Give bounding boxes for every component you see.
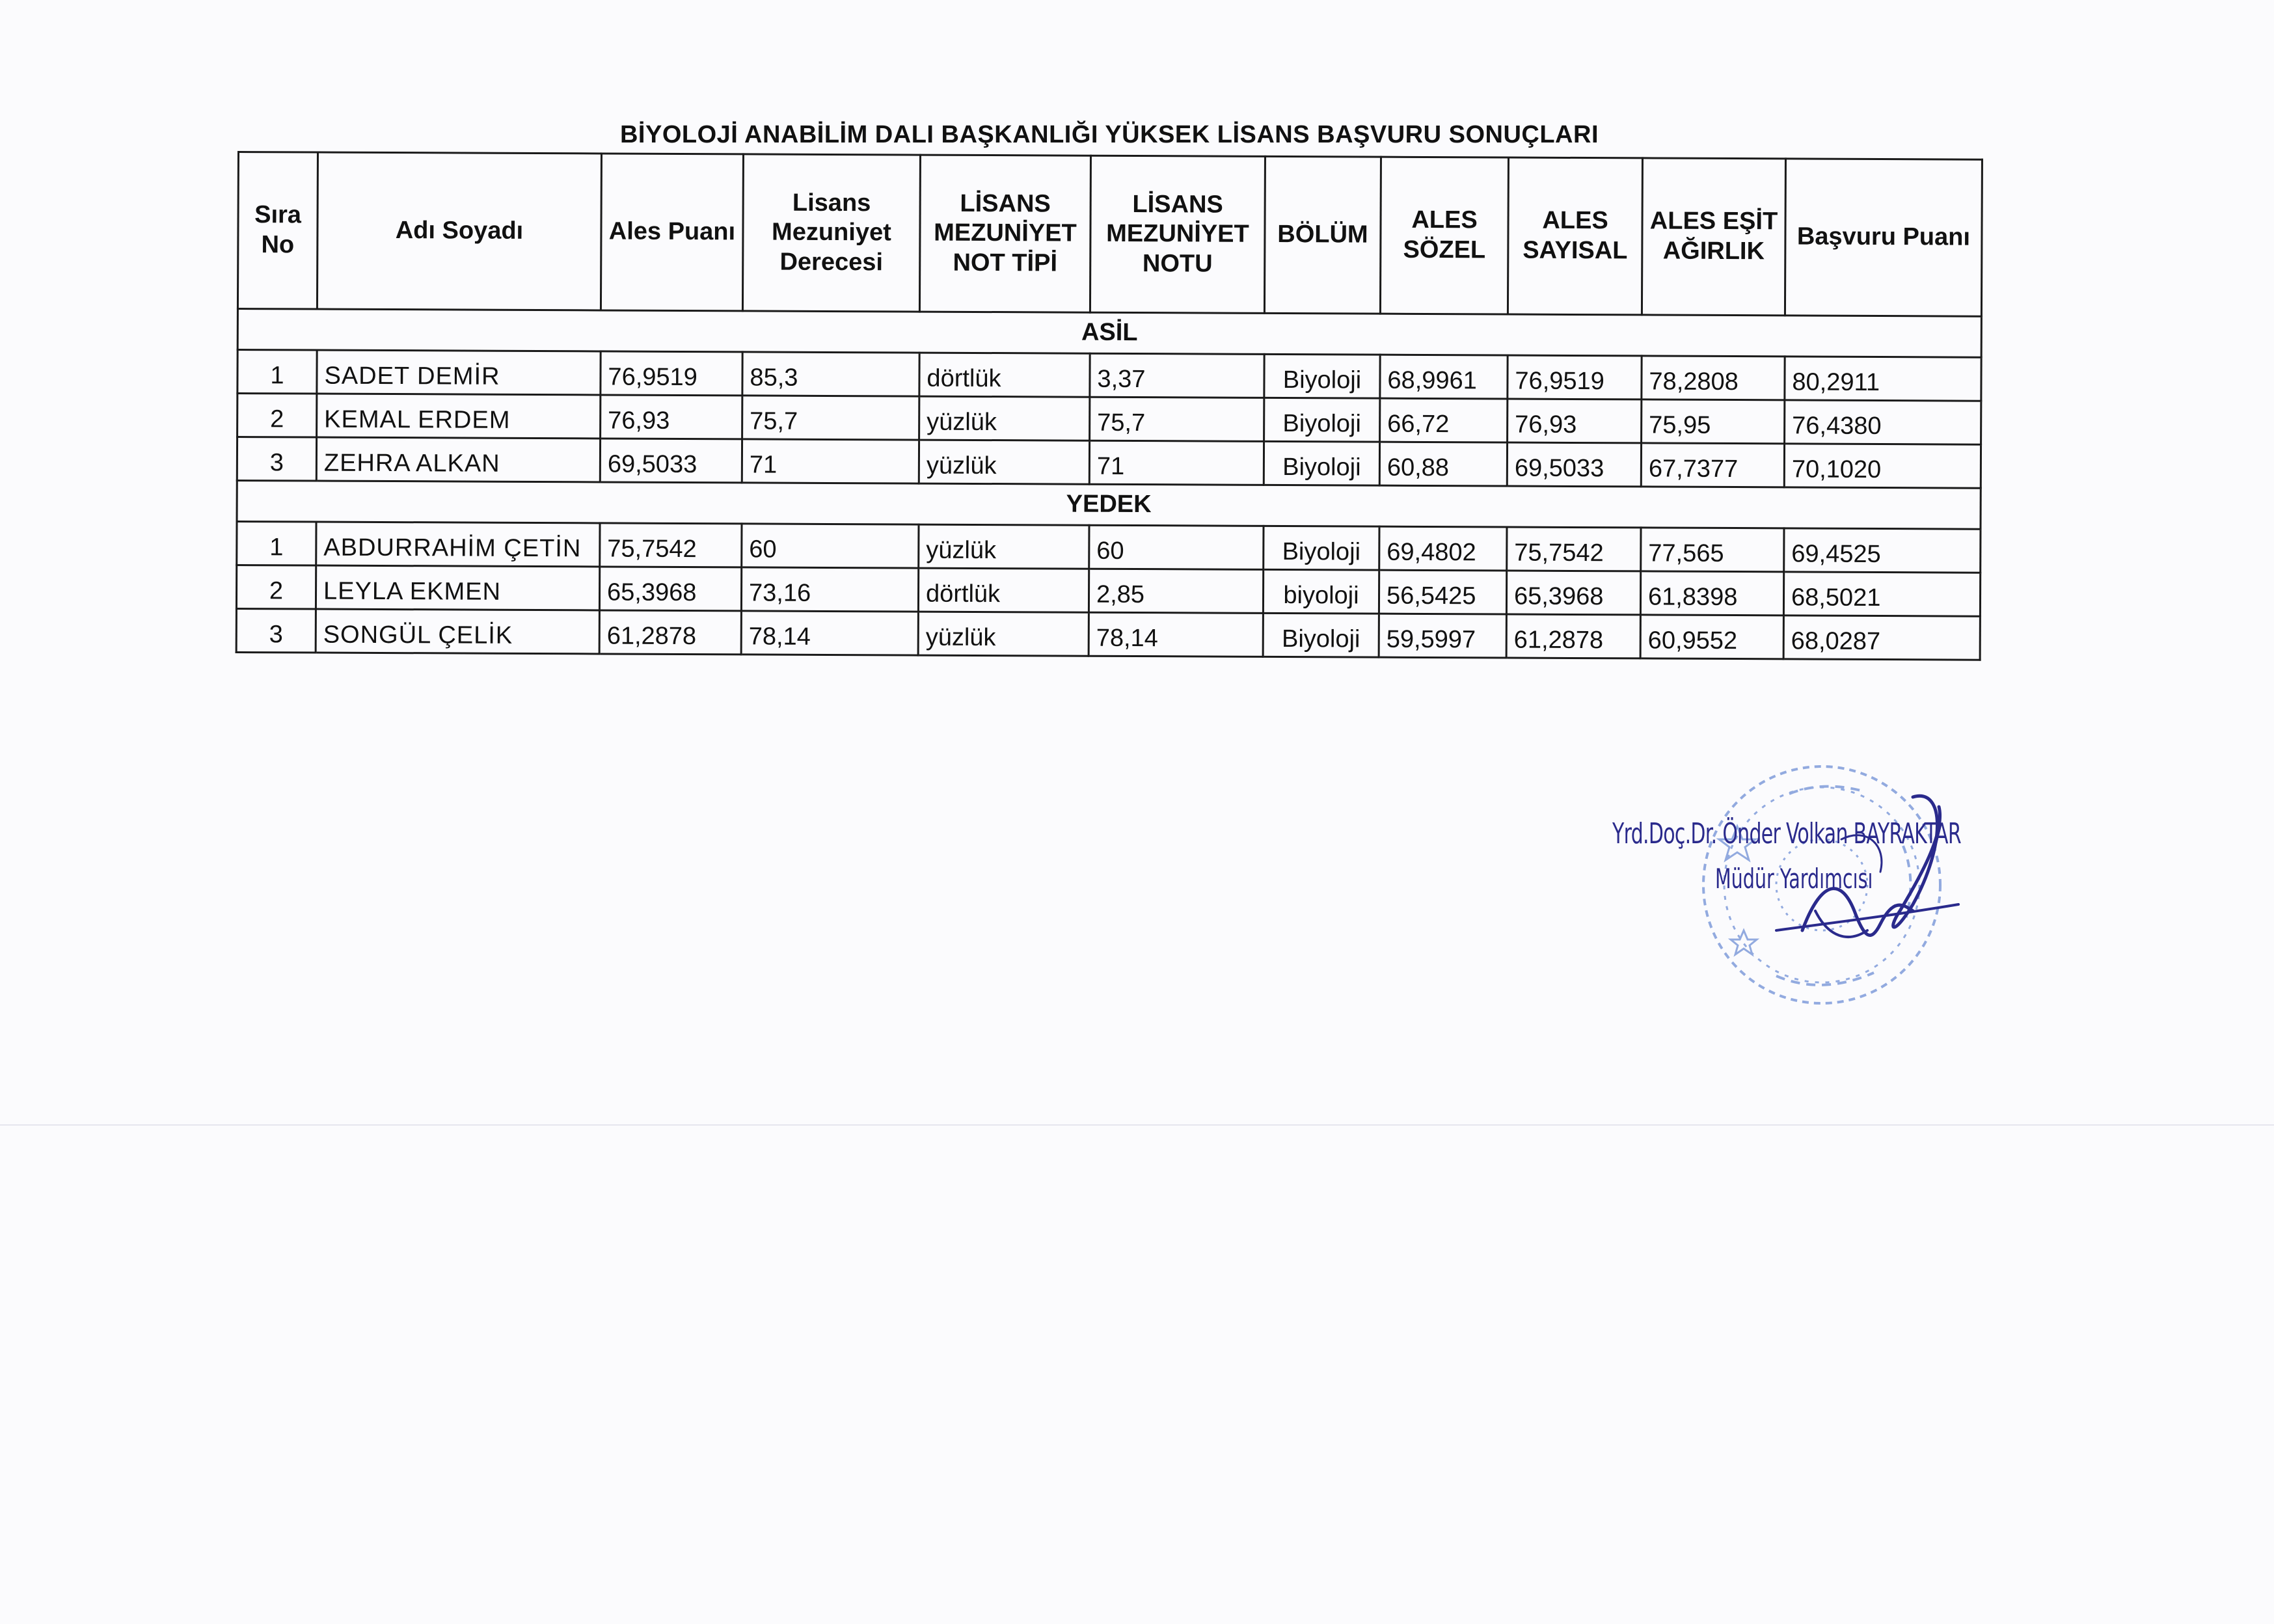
table-row	[237, 350, 1981, 401]
table-row	[236, 565, 1980, 617]
cell-adi-soyadi: SADET DEMİR	[317, 350, 601, 395]
cell-ales-puani: 61,2878	[599, 610, 741, 655]
cell-basvuru-puani: 80,2911	[1785, 357, 1981, 401]
header-ales-sozel: ALES SÖZEL	[1380, 157, 1508, 314]
page-fold-line	[0, 1124, 2274, 1126]
cell-not-tipi: dörtlük	[918, 568, 1089, 612]
cell-sira: 2	[237, 394, 317, 438]
table-row	[237, 394, 1981, 445]
cell-notu: 60	[1089, 525, 1264, 569]
cell-ales-esit-agirlik: 77,565	[1641, 528, 1784, 572]
signatory-name: Yrd.Doç.Dr. Önder Volkan BAYRAKTAR	[1612, 817, 1961, 850]
cell-basvuru-puani: 70,1020	[1784, 444, 1981, 488]
cell-notu: 2,85	[1089, 569, 1263, 613]
cell-bolum: biyoloji	[1263, 569, 1379, 614]
cell-sira: 1	[237, 522, 316, 566]
cell-bolum: Biyoloji	[1263, 613, 1379, 657]
cell-ales-esit-agirlik: 60,9552	[1640, 615, 1783, 659]
cell-derece: 78,14	[741, 611, 918, 655]
cell-derece: 71	[742, 439, 919, 483]
cell-ales-sayisal: 75,7542	[1507, 527, 1641, 571]
header-ales-esit-agirlik: ALES EŞİT AĞIRLIK	[1642, 158, 1785, 316]
cell-ales-sozel: 66,72	[1380, 398, 1508, 442]
cell-ales-puani: 76,93	[601, 395, 742, 439]
group-row-asil	[237, 309, 1981, 358]
cell-not-tipi: dörtlük	[919, 353, 1090, 397]
cell-ales-sayisal: 65,3968	[1506, 571, 1640, 615]
header-ales-puani: Ales Puanı	[601, 154, 743, 311]
cell-bolum: Biyoloji	[1264, 398, 1380, 442]
cell-notu: 78,14	[1089, 612, 1263, 656]
table-row	[237, 437, 1981, 489]
cell-notu: 75,7	[1090, 397, 1264, 441]
cell-ales-sozel: 56,5425	[1379, 570, 1506, 614]
group-label: ASİL	[237, 309, 1981, 358]
cell-derece: 85,3	[742, 352, 919, 396]
cell-ales-sayisal: 69,5033	[1507, 442, 1641, 487]
cell-basvuru-puani: 76,4380	[1785, 400, 1981, 444]
cell-sira: 3	[237, 437, 316, 481]
cell-sira: 1	[237, 350, 317, 394]
cell-ales-puani: 69,5033	[600, 439, 742, 483]
cell-ales-esit-agirlik: 61,8398	[1640, 571, 1783, 616]
cell-not-tipi: yüzlük	[918, 612, 1089, 656]
cell-not-tipi: yüzlük	[919, 524, 1089, 569]
cell-adi-soyadi: LEYLA EKMEN	[316, 565, 599, 610]
cell-basvuru-puani: 69,4525	[1784, 528, 1981, 573]
cell-adi-soyadi: ZEHRA ALKAN	[316, 437, 600, 482]
cell-ales-sayisal: 76,9519	[1508, 355, 1642, 399]
cell-notu: 71	[1089, 440, 1264, 485]
cell-ales-esit-agirlik: 75,95	[1642, 399, 1785, 444]
header-lisans-mezuniyet-derecesi: Lisans Mezuniyet Derecesi	[742, 154, 920, 312]
cell-ales-puani: 65,3968	[599, 567, 741, 611]
cell-ales-sozel: 69,4802	[1379, 526, 1507, 571]
cell-ales-sayisal: 61,2878	[1506, 614, 1640, 658]
cell-ales-esit-agirlik: 78,2808	[1642, 356, 1785, 400]
header-adi-soyadi: Adı Soyadı	[317, 152, 601, 310]
cell-not-tipi: yüzlük	[919, 396, 1090, 440]
header-ales-sayisal: ALES SAYISAL	[1508, 157, 1642, 315]
cell-bolum: Biyoloji	[1264, 526, 1379, 570]
cell-ales-sozel: 59,5997	[1379, 614, 1506, 658]
table-header-row	[237, 152, 1982, 317]
cell-ales-sozel: 60,88	[1379, 442, 1507, 486]
cell-notu: 3,37	[1090, 353, 1264, 398]
results-table	[236, 151, 1983, 661]
group-row-yedek	[237, 481, 1981, 530]
page-title: BİYOLOJİ ANABİLİM DALI BAŞKANLIĞI YÜKSEK LİSANS BAŞVURU SONUÇLARI	[619, 121, 1599, 148]
table-row	[237, 522, 1981, 573]
cell-basvuru-puani: 68,5021	[1783, 572, 1980, 616]
table-row	[236, 608, 1980, 660]
cell-ales-esit-agirlik: 67,7377	[1641, 443, 1784, 487]
cell-adi-soyadi: KEMAL ERDEM	[317, 394, 601, 439]
cell-derece: 75,7	[742, 396, 919, 440]
signatory-role: Müdür Yardımcısı	[1715, 863, 1873, 895]
cell-ales-puani: 76,9519	[601, 351, 742, 396]
header-basvuru-puani: Başvuru Puanı	[1785, 159, 1982, 316]
cell-ales-puani: 75,7542	[600, 523, 742, 567]
cell-sira: 3	[236, 608, 316, 653]
cell-basvuru-puani: 68,0287	[1783, 616, 1980, 660]
cell-adi-soyadi: SONGÜL ÇELİK	[316, 609, 599, 654]
cell-derece: 60	[742, 524, 919, 568]
header-lisans-notu: LİSANS MEZUNİYET NOTU	[1090, 156, 1265, 313]
header-lisans-not-tipi: LİSANS MEZUNİYET NOT TİPİ	[919, 155, 1090, 312]
cell-derece: 73,16	[741, 567, 918, 612]
cell-ales-sozel: 68,9961	[1380, 355, 1508, 399]
cell-adi-soyadi: ABDURRAHİM ÇETİN	[316, 522, 600, 567]
cell-bolum: Biyoloji	[1264, 441, 1379, 485]
header-sira-no: Sıra No	[237, 152, 318, 310]
group-label: YEDEK	[237, 481, 1981, 530]
cell-sira: 2	[236, 565, 316, 610]
cell-not-tipi: yüzlük	[919, 440, 1089, 484]
cell-ales-sayisal: 76,93	[1508, 399, 1642, 443]
cell-bolum: Biyoloji	[1264, 354, 1380, 398]
header-bolum: BÖLÜM	[1264, 156, 1381, 314]
